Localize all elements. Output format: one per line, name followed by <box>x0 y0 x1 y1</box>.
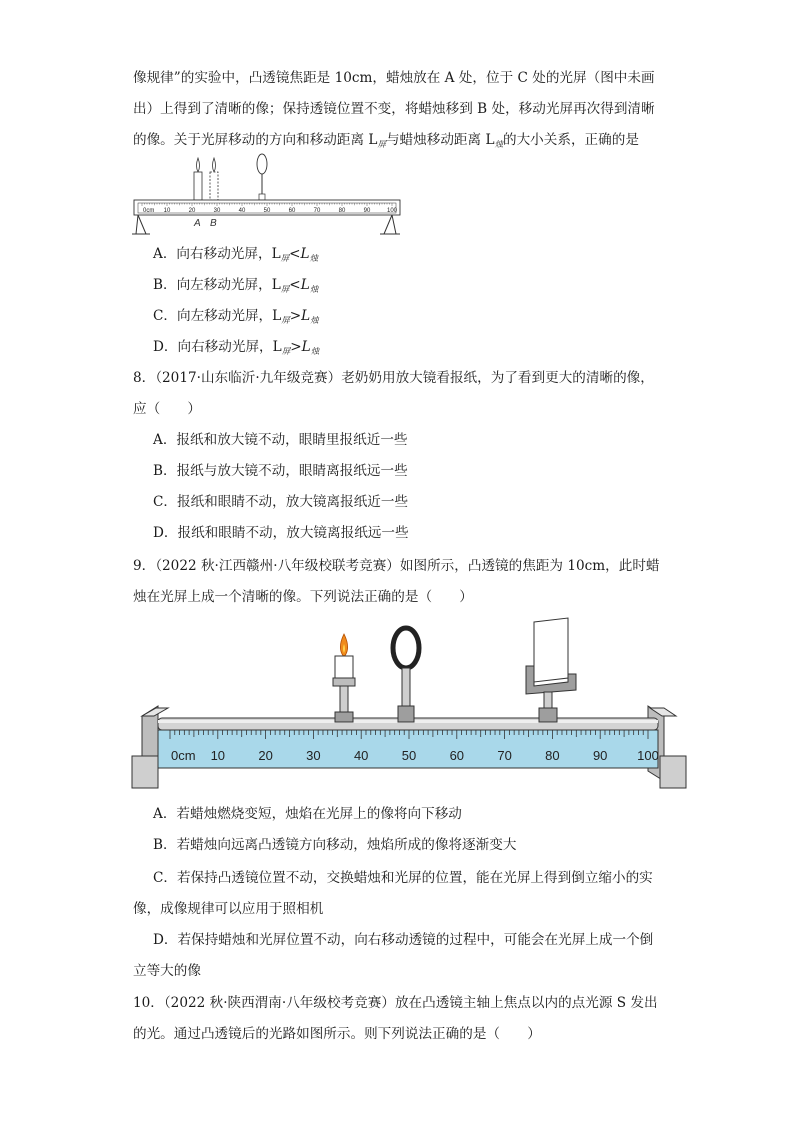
q8-text-line2: 应（ ） <box>133 401 201 417</box>
q7-text-line1: 像规律”的实验中，凸透镜焦距是 10cm，蜡烛放在 A 处，位于 C 处的光屏（图中未画 <box>133 70 655 86</box>
q8-option-c[interactable]: C．报纸和眼睛不动，放大镜离报纸近一些 <box>153 494 409 510</box>
q7-option-b-rel: < <box>289 277 301 293</box>
q7-option-a-mid: L <box>300 246 310 262</box>
scale-tick-label: 0cm <box>143 208 155 214</box>
q7-text-line3-part2: 与蜡烛移动距离 L <box>385 132 495 148</box>
q7-option-c[interactable] <box>153 310 319 324</box>
scale-tick-label: 10 <box>163 208 171 214</box>
q7-candle-a <box>194 158 202 200</box>
q7-option-a-sub2: 烛 <box>309 254 319 264</box>
scale-tick-label: 80 <box>545 748 560 763</box>
scale-tick-label: 70 <box>497 748 512 763</box>
q9-screen <box>526 618 576 722</box>
q7-option-a-sub1: 屏 <box>280 254 290 264</box>
scale-tick-label: 60 <box>288 208 296 214</box>
q7-lens <box>257 154 267 200</box>
q9-option-b[interactable]: B．若蜡烛向远离凸透镜方向移动，烛焰所成的像将逐渐变大 <box>153 837 517 853</box>
q8-option-b[interactable]: B．报纸与放大镜不动，眼睛离报纸远一些 <box>153 463 408 479</box>
q9-option-c-line1[interactable]: C．若保持凸透镜位置不动，交换蜡烛和光屏的位置，能在光屏上得到倒立缩小的实 <box>153 870 653 886</box>
q9-option-d-line2: 立等大的像 <box>133 963 201 979</box>
q7-option-b-sub2: 烛 <box>309 285 319 295</box>
q9-optical-bench-figure <box>128 616 693 794</box>
q9-option-c-line2: 像，成像规律可以应用于照相机 <box>133 901 324 917</box>
q7-option-c-rel: > <box>289 308 302 324</box>
q10-text-line2: 的光。通过凸透镜后的光路如图所示。则下列说法正确的是（ ） <box>133 1026 541 1042</box>
q7-option-a-prefix: A．向右移动光屏，L <box>153 246 281 262</box>
q7-option-d-sub2: 烛 <box>310 347 320 357</box>
q7-option-d-rel: > <box>290 339 302 355</box>
q8-option-d[interactable]: D．报纸和眼睛不动，放大镜离报纸远一些 <box>153 525 409 541</box>
scale-tick-label: 10 <box>210 748 226 763</box>
q7-option-d[interactable] <box>153 341 319 355</box>
scale-tick-label: 20 <box>258 748 273 763</box>
q9-option-a[interactable]: A．若蜡烛燃烧变短，烛焰在光屏上的像将向下移动 <box>153 806 462 822</box>
q7-option-c-mid: L <box>301 308 311 324</box>
scale-tick-label: 40 <box>353 748 369 763</box>
q7-label-a: A <box>194 218 201 229</box>
scale-tick-label: 50 <box>401 748 417 763</box>
q7-option-a-rel: < <box>289 246 301 262</box>
q7-optical-bench-figure <box>128 150 408 240</box>
scale-tick-label: 90 <box>363 208 371 214</box>
q7-option-b-sub1: 屏 <box>280 285 290 295</box>
scale-tick-label: 0cm <box>171 748 196 763</box>
q7-option-a[interactable] <box>153 248 318 262</box>
q7-option-c-sub2: 烛 <box>310 316 319 326</box>
q7-label-b: B <box>210 218 217 229</box>
q8-text-line1: 8．（2017·山东临沂·九年级竞赛）老奶奶用放大镜看报纸，为了看到更大的清晰的像， <box>133 370 654 386</box>
scale-tick-label: 30 <box>306 748 321 763</box>
q9-lens <box>393 628 419 722</box>
q7-sub-screen: 屏 <box>377 140 386 150</box>
scale-tick-label: 70 <box>313 208 321 214</box>
scale-tick-label: 80 <box>338 208 346 214</box>
scale-tick-label: 100 <box>386 208 398 214</box>
q7-option-d-prefix: D．向右移动光屏，L <box>153 339 282 355</box>
q7-leg-right <box>380 215 400 234</box>
q8-option-a[interactable]: A．报纸和放大镜不动，眼睛里报纸近一些 <box>153 432 408 448</box>
q7-text-line3-part3: 的大小关系，正确的是 <box>503 132 639 148</box>
q7-text-line3 <box>133 134 639 148</box>
q7-option-b[interactable] <box>153 279 318 293</box>
q7-leg-left <box>132 215 150 234</box>
q7-option-d-mid: L <box>301 339 311 355</box>
q7-option-b-mid: L <box>300 277 310 293</box>
scale-tick-label: 20 <box>188 208 196 214</box>
q9-candle <box>333 634 355 722</box>
q7-option-d-sub1: 屏 <box>281 347 291 357</box>
q7-option-c-sub1: 屏 <box>281 316 290 326</box>
q7-option-b-prefix: B．向左移动光屏，L <box>153 277 281 293</box>
q9-text-line2: 烛在光屏上成一个清晰的像。下列说法正确的是（ ） <box>133 589 473 605</box>
scale-tick-label: 100 <box>637 748 659 763</box>
scale-tick-label: 50 <box>263 208 271 214</box>
q9-option-d-line1[interactable]: D．若保持蜡烛和光屏位置不动，向右移动透镜的过程中，可能会在光屏上成一个倒 <box>153 932 654 948</box>
q9-text-line1: 9．（2022 秋·江西赣州·八年级校联考竞赛）如图所示，凸透镜的焦距为 10cm，此时蜡 <box>133 558 660 574</box>
scale-tick-label: 40 <box>238 208 246 214</box>
q7-option-c-prefix: C．向左移动光屏，L <box>153 308 282 324</box>
scale-tick-label: 60 <box>449 748 465 763</box>
q7-candle-b <box>210 158 218 200</box>
scale-tick-label: 90 <box>592 748 608 763</box>
q7-text-line3-part1: 的像。关于光屏移动的方向和移动距离 L <box>133 132 378 148</box>
q10-text-line1: 10．（2022 秋·陕西渭南·八年级校考竞赛）放在凸透镜主轴上焦点以内的点光源 S 发出 <box>133 995 658 1011</box>
q7-text-line2: 出）上得到了清晰的像；保持透镜位置不变，将蜡烛移到 B 处，移动光屏再次得到清晰 <box>133 101 655 117</box>
q7-sub-candle: 烛 <box>494 140 503 150</box>
scale-tick-label: 30 <box>213 208 221 214</box>
